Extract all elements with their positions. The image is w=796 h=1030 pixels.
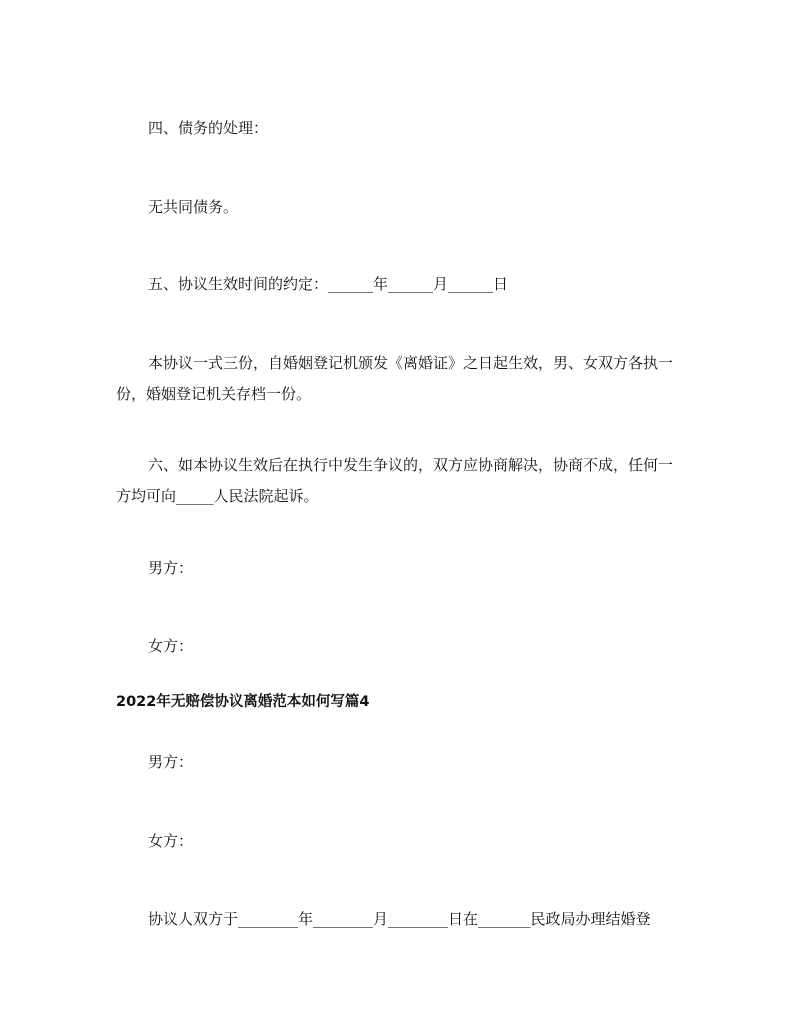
agreement-intro: 协议人双方于________年________月________日在_______民政局办理结婚登 (148, 910, 651, 928)
signature-male: 男方： (148, 559, 194, 577)
section5-title: 五、协议生效时间的约定：______年______月______日 (148, 275, 509, 293)
article-heading: 2022年无赔偿协议离婚范本如何写篇4 (116, 694, 370, 710)
party-female: 女方： (148, 832, 194, 850)
section4-body: 无共同债务。 (148, 198, 239, 216)
section6-body: 六、如本协议生效后在执行中发生争议的，双方应协商解决，协商不成，任何一方均可向_____人民法院起诉。 (116, 456, 674, 505)
party-male: 男方： (148, 753, 194, 771)
signature-female: 女方： (148, 637, 194, 655)
section5-body: 本协议一式三份，自婚姻登记机颁发《离婚证》之日起生效，男、女双方各执一份，婚姻登记机关存档一份。 (116, 354, 674, 403)
section4-title: 四、债务的处理： (148, 119, 269, 137)
